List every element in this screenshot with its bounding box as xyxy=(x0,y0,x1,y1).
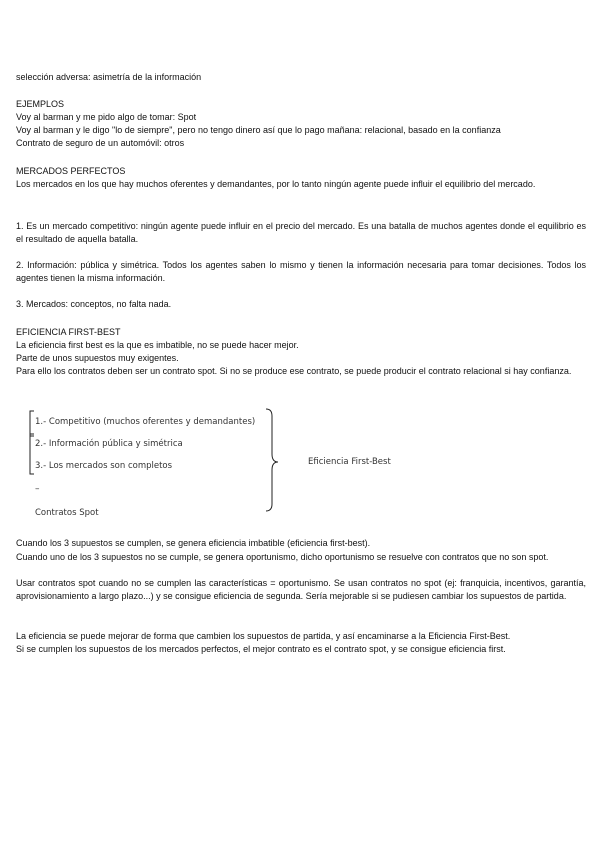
conclusion-line-2: Cuando uno de los 3 supuestos no se cumple, se genera oportunismo, dicho oportunismo se resuelve con contratos que no son spot. xyxy=(16,552,549,562)
mercados-point-3: 3. Mercados: conceptos, no falta nada. xyxy=(16,299,172,309)
diagram-dash: – xyxy=(35,484,40,494)
left-bracket-1 xyxy=(30,411,34,436)
mercados-section xyxy=(16,165,586,191)
mercados-intro: Los mercados en los que hay muchos oferentes y demandantes, por lo tanto ningún agente puede influir el equilibrio del mercado. xyxy=(16,179,536,189)
document-title: selección adversa: asimetría de la información xyxy=(16,72,202,82)
mercados-point-1: 1. Es un mercado competitivo: ningún agente puede influir en el precio del mercado. Es una batalla de muchos agentes donde el equilibrio es el resultado de aquella batalla. xyxy=(16,221,586,244)
eficiencia-line: Para ello los contratos deben ser un contrato spot. Si no se produce ese contrato, se puede producir el contrato relacional si hay confianza. xyxy=(16,366,572,376)
left-bracket-2 xyxy=(30,434,34,474)
conclusion-line-5: Si se cumplen los supuestos de los mercados perfectos, el mejor contrato es el contrato spot, y se consigue eficiencia first. xyxy=(16,644,506,654)
ejemplos-section xyxy=(16,98,586,150)
conclusion-final xyxy=(16,630,586,656)
right-curly-brace xyxy=(266,409,278,511)
ejemplo-line: Contrato de seguro de un automóvil: otros xyxy=(16,138,185,148)
eficiencia-line: La eficiencia first best es la que es imbatible, no se puede hacer mejor. xyxy=(16,340,299,350)
diagram-contratos-spot: Contratos Spot xyxy=(35,508,99,518)
ejemplo-line: Voy al barman y me pido algo de tomar: Spot xyxy=(16,112,197,122)
conclusion-line-1: Cuando los 3 supuestos se cumplen, se genera eficiencia imbatible (eficiencia first-best). xyxy=(16,538,371,548)
first-best-diagram xyxy=(16,402,586,522)
conclusion-line-3: Usar contratos spot cuando no se cumplen las características = oportunismo. Se usan contratos no spot (ej: franquicia, incentivos, garantía, aprovisionamiento a largo plazo...) y se consigue eficiencia de segunda. Sería mejorable si se pudiesen cambiar los supuestos de partida. xyxy=(16,578,586,601)
eficiencia-line: Parte de unos supuestos muy exigentes. xyxy=(16,353,179,363)
eficiencia-section xyxy=(16,326,586,378)
ejemplo-line: Voy al barman y le digo "lo de siempre", pero no tengo dinero así que lo pago mañana: relacional, basado en la confianza xyxy=(16,125,501,135)
diagram-item-competitivo: 1.- Competitivo (muchos oferentes y demandantes) xyxy=(35,417,256,427)
diagram-item-informacion: 2.- Información pública y simétrica xyxy=(35,439,183,449)
conclusion-line-4: La eficiencia se puede mejorar de forma que cambien los supuestos de partida, y así encaminarse a la Eficiencia First-Best. xyxy=(16,631,511,641)
ejemplos-heading: EJEMPLOS xyxy=(16,99,65,109)
eficiencia-heading: EFICIENCIA FIRST-BEST xyxy=(16,327,121,337)
diagram-result: Eficiencia First-Best xyxy=(308,457,391,467)
diagram-item-mercados: 3.- Los mercados son completos xyxy=(35,461,173,471)
mercados-heading: MERCADOS PERFECTOS xyxy=(16,166,126,176)
mercados-point-2: 2. Información: pública y simétrica. Todos los agentes saben lo mismo y tienen la información necesaria para tomar decisiones. Todos los agentes tienen la misma información. xyxy=(16,260,586,283)
